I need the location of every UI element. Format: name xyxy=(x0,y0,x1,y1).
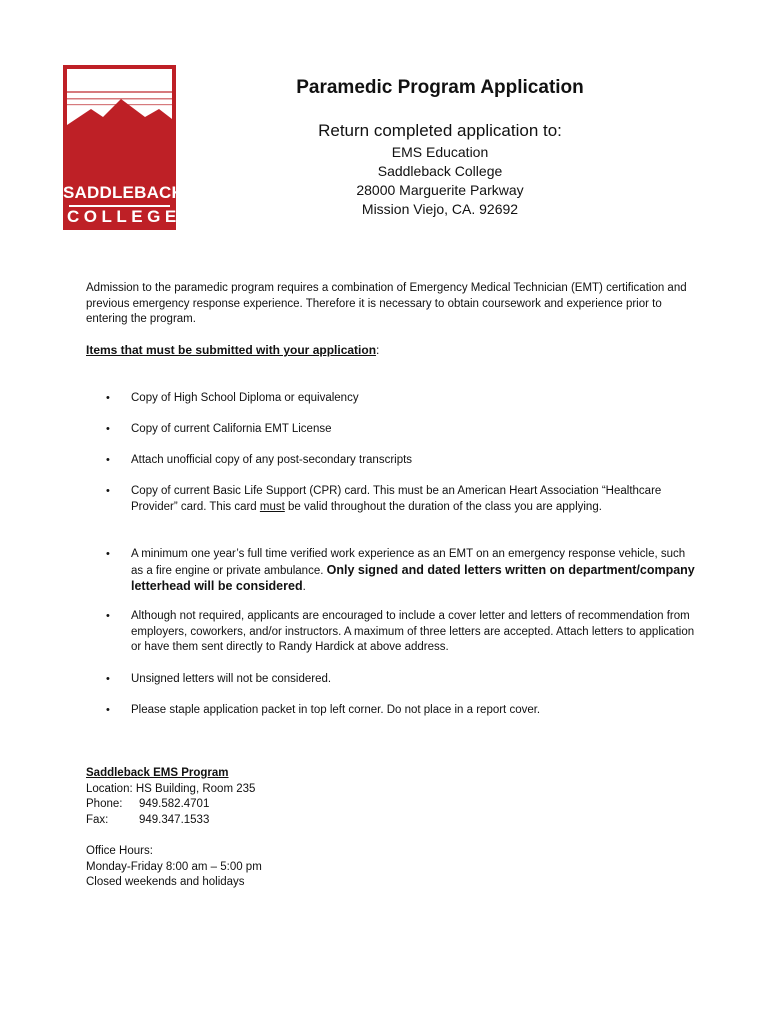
list-item xyxy=(106,609,696,656)
address-line: 28000 Marguerite Parkway xyxy=(356,182,524,198)
list-item xyxy=(106,703,696,719)
office-hours-label: Office Hours: xyxy=(86,844,153,857)
bullet-icon: • xyxy=(106,392,110,404)
contact-heading: Saddleback EMS Program xyxy=(86,767,229,779)
phone-number: 949.582.4701 xyxy=(139,798,210,811)
contact-location: Location: HS Building, Room 235 xyxy=(86,782,256,795)
bullet-icon: • xyxy=(106,485,110,497)
bullet-icon: • xyxy=(106,610,110,622)
return-instructions: Return completed application to: xyxy=(318,121,562,140)
list-item-text: . xyxy=(302,581,306,594)
phone-label: Phone: xyxy=(86,798,123,811)
list-item-text: Copy of current Basic Life Support (CPR) card. This must be an American Heart Association “Healthcare Provider” card. This card xyxy=(131,485,662,513)
page-title: Paramedic Program Application xyxy=(296,77,584,98)
list-item-text: Unsigned letters will not be considered. xyxy=(131,673,332,685)
list-item xyxy=(106,422,696,438)
list-item xyxy=(106,391,696,407)
logo-text-college: COLLEGE xyxy=(67,207,181,226)
list-item-bold-text: Only signed and dated letters written on department/company letterhead will be considered xyxy=(131,562,695,594)
list-item-text: Although not required, applicants are encouraged to include a cover letter and letters of recommendation from employers, coworkers, and/or instructors. A maximum of three letters are accepted. Attach letters to application or have them sent directly to Randy Hardick at above address. xyxy=(131,610,695,654)
intro-paragraph: Admission to the paramedic program requires a combination of Emergency Medical Technician (EMT) certification and previous emergency response experience. Therefore it is necessary to obtain coursework and experience prior to entering the program. xyxy=(86,282,687,326)
list-item-text: be valid throughout the duration of the class you are applying. xyxy=(284,500,602,513)
bullet-icon: • xyxy=(106,454,110,466)
bullet-icon: • xyxy=(106,673,110,685)
address-line: Mission Viejo, CA. 92692 xyxy=(361,201,519,217)
list-item xyxy=(106,672,696,688)
list-item-text: Please staple application packet in top left corner. Do not place in a report cover. xyxy=(131,704,541,716)
list-item xyxy=(106,453,696,469)
closed-notice: Closed weekends and holidays xyxy=(86,876,245,889)
list-item-text: Copy of High School Diploma or equivalency xyxy=(131,392,359,404)
mountain-logo-icon xyxy=(67,69,172,175)
address-line: EMS Education xyxy=(391,144,489,160)
list-item xyxy=(106,484,696,515)
bullet-icon: • xyxy=(106,548,110,560)
items-heading xyxy=(86,343,379,357)
address-line: Saddleback College xyxy=(377,163,503,179)
list-item xyxy=(106,547,696,596)
list-item-emphasis: must xyxy=(259,500,285,513)
fax-label: Fax: xyxy=(86,813,109,826)
items-heading-suffix: : xyxy=(376,343,380,357)
office-hours: Monday-Friday 8:00 am – 5:00 pm xyxy=(86,860,262,873)
contact-info xyxy=(86,766,262,891)
return-address xyxy=(240,143,640,219)
items-heading-label: Items that must be submitted with your application xyxy=(86,343,377,357)
list-item-text: Attach unofficial copy of any post-secondary transcripts xyxy=(131,454,413,466)
bullet-icon: • xyxy=(106,423,110,435)
college-logo xyxy=(63,65,184,230)
logo-text-saddleback: SADDLEBACK xyxy=(63,183,184,202)
list-item-text: A minimum one year’s full time verified work experience as an EMT on an emergency response vehicle, such as a fire engine or private ambulance. xyxy=(131,548,686,577)
bullet-icon: • xyxy=(106,704,110,716)
list-item-text: Copy of current California EMT License xyxy=(131,423,332,435)
fax-number: 949.347.1533 xyxy=(139,813,210,826)
